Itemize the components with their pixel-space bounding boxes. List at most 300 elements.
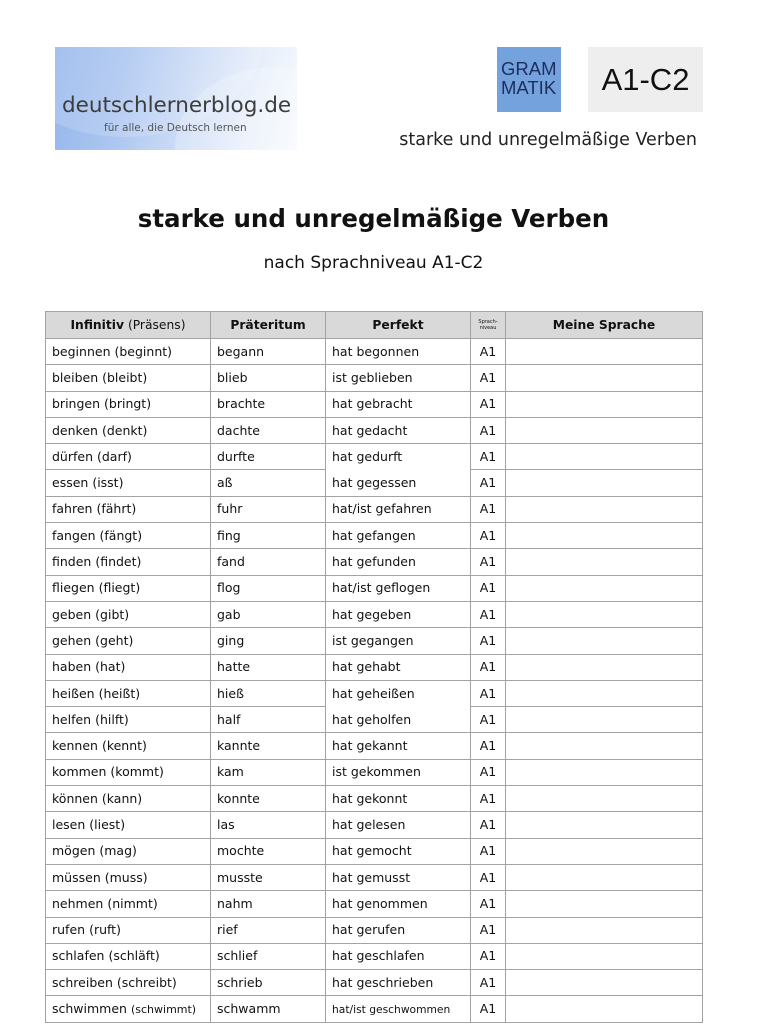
perfekt-text: hat gebracht [332,396,413,412]
praesens-text: (schläft) [108,948,160,964]
cell-infinitiv [46,549,211,575]
infinitiv-content [52,922,121,937]
cell-meine-sprache [506,654,703,680]
cell-sprachniveau [471,549,506,575]
cell-infinitiv [46,759,211,785]
cell-meine-sprache [506,391,703,417]
cell-infinitiv [46,707,211,733]
table-row [46,470,703,496]
cell-sprachniveau [471,812,506,838]
cell-sprachniveau [471,733,506,759]
cell-sprachniveau [471,628,506,654]
sprachniveau-text: A1 [479,501,497,517]
cell-meine-sprache [506,943,703,969]
grammatik-badge-line: GRAM [501,58,557,79]
cell-perfekt [326,838,471,864]
cell-infinitiv [46,523,211,549]
verb-table [45,311,703,1023]
infinitiv-text: dürfen [52,448,94,464]
cell-perfekt [326,707,471,733]
cell-infinitiv [46,339,211,365]
praeteritum-text: schlief [217,948,258,964]
praeteritum-text: fing [217,527,241,543]
cell-praeteritum [211,759,326,785]
infinitiv-content [52,501,136,516]
cell-meine-sprache [506,417,703,443]
cell-sprachniveau [471,496,506,522]
cell-praeteritum [211,917,326,943]
infinitiv-content [52,396,151,411]
col-perfekt-label: Perfekt [372,317,424,332]
col-meine-sprache-label: Meine Sprache [552,317,656,332]
cell-infinitiv [46,917,211,943]
cell-perfekt [326,601,471,627]
cell-praeteritum [211,549,326,575]
cell-praeteritum [211,733,326,759]
infinitiv-content [52,475,123,490]
cell-infinitiv [46,365,211,391]
sprachniveau-text: A1 [479,659,497,675]
table-row [46,759,703,785]
cell-sprachniveau [471,838,506,864]
cell-infinitiv [46,812,211,838]
praeteritum-text: musste [217,869,263,885]
infinitiv-text: schreiben [52,974,113,990]
infinitiv-content [52,712,129,727]
sprachniveau-text: A1 [479,369,497,385]
page-subtitle: nach Sprachniveau A1-C2 [263,253,484,273]
infinitiv-text: finden [52,554,92,570]
praeteritum-text: las [217,816,235,832]
praeteritum-text: blieb [217,369,248,385]
praesens-text: (denkt) [101,422,148,438]
cell-meine-sprache [506,680,703,706]
sprachniveau-text: A1 [479,606,497,622]
perfekt-text: ist gegangen [332,632,414,648]
perfekt-text: hat geholfen [332,711,412,727]
table-row [46,680,703,706]
praesens-text: (findet) [95,554,142,570]
infinitiv-text: denken [52,422,98,438]
cell-sprachniveau [471,470,506,496]
praeteritum-text: dachte [217,422,260,438]
cell-perfekt [326,812,471,838]
perfekt-text: hat gefangen [332,527,416,543]
cell-praeteritum [211,996,326,1022]
infinitiv-content [52,528,142,543]
table-row [46,444,703,470]
praesens-text: (muss) [104,869,148,885]
col-sprachniveau [471,312,506,339]
perfekt-text: hat gemusst [332,869,411,885]
cell-infinitiv [46,601,211,627]
cell-sprachniveau [471,444,506,470]
table-row [46,417,703,443]
infinitiv-text: lesen [52,816,86,832]
cell-infinitiv [46,470,211,496]
cell-perfekt [326,365,471,391]
cell-sprachniveau [471,707,506,733]
col-meine-sprache [506,312,703,339]
praeteritum-text: rief [217,922,238,938]
infinitiv-content [52,1001,196,1016]
cell-meine-sprache [506,786,703,812]
praeteritum-text: mochte [217,843,265,859]
cell-meine-sprache [506,628,703,654]
cell-perfekt [326,970,471,996]
perfekt-text: hat gefunden [332,554,416,570]
cell-perfekt [326,917,471,943]
sprachniveau-text: A1 [479,527,497,543]
infinitiv-text: kennen [52,738,98,754]
praesens-text: (heißt) [98,685,141,701]
sprachniveau-text: A1 [479,343,497,359]
perfekt-text: hat gelesen [332,816,406,832]
praesens-text: (nimmt) [107,895,158,911]
cell-perfekt [326,786,471,812]
col-infinitiv-note: (Präsens) [127,317,186,332]
cell-praeteritum [211,786,326,812]
perfekt-text: ist gekommen [332,764,421,780]
sprachniveau-text: A1 [479,475,497,491]
cell-infinitiv [46,733,211,759]
cell-perfekt [326,444,471,470]
praesens-text: (kann) [101,790,143,806]
cell-meine-sprache [506,917,703,943]
cell-infinitiv [46,680,211,706]
perfekt-text: hat geheißen [332,685,415,701]
table-row [46,391,703,417]
col-infinitiv-label: Infinitiv [70,317,125,332]
infinitiv-text: müssen [52,869,101,885]
cell-praeteritum [211,654,326,680]
table-row [46,549,703,575]
infinitiv-text: mögen [52,843,96,859]
sprachniveau-text: A1 [479,790,497,806]
table-row [46,917,703,943]
praeteritum-text: half [217,711,241,727]
sprachniveau-text: A1 [479,422,497,438]
perfekt-text: hat gedacht [332,422,408,438]
perfekt-text: hat/ist gefahren [332,501,432,517]
cell-sprachniveau [471,417,506,443]
infinitiv-content [52,843,137,858]
logo-tagline: für alle, die Deutsch lernen [104,122,247,134]
cell-perfekt [326,759,471,785]
perfekt-text: hat begonnen [332,343,420,359]
sprachniveau-text: A1 [479,632,497,648]
praeteritum-text: schwamm [217,1001,281,1017]
cell-infinitiv [46,838,211,864]
sprachniveau-text: A1 [479,843,497,859]
cell-infinitiv [46,391,211,417]
cell-praeteritum [211,864,326,890]
cell-meine-sprache [506,970,703,996]
table-row [46,970,703,996]
perfekt-text: hat genommen [332,895,428,911]
praesens-text: (bleibt) [102,369,148,385]
infinitiv-content [52,580,140,595]
cell-sprachniveau [471,339,506,365]
sprachniveau-text: A1 [479,711,497,727]
infinitiv-content [52,659,125,674]
cell-meine-sprache [506,444,703,470]
praesens-text: (geht) [95,632,134,648]
verb-table-header [46,312,703,339]
praeteritum-text: hatte [217,659,251,675]
praesens-text: (fängt) [99,527,143,543]
praeteritum-text: kam [217,764,244,780]
cell-infinitiv [46,417,211,443]
praesens-text: (schreibt) [116,974,177,990]
perfekt-text: hat gegeben [332,606,412,622]
cell-praeteritum [211,496,326,522]
table-row [46,601,703,627]
table-row [46,339,703,365]
cell-praeteritum [211,707,326,733]
sprachniveau-text: A1 [479,948,497,964]
praeteritum-text: begann [217,343,265,359]
infinitiv-content [52,764,164,779]
infinitiv-text: nehmen [52,895,104,911]
table-row [46,365,703,391]
cell-sprachniveau [471,891,506,917]
col-praeteritum-label: Präteritum [230,317,306,332]
infinitiv-text: haben [52,659,92,675]
cell-perfekt [326,996,471,1022]
infinitiv-text: helfen [52,711,92,727]
perfekt-text: hat geschlafen [332,948,425,964]
sprachniveau-text: A1 [479,580,497,596]
cell-infinitiv [46,864,211,890]
sprachniveau-text: A1 [479,554,497,570]
praesens-text: (mag) [99,843,137,859]
cell-meine-sprache [506,891,703,917]
infinitiv-content [52,607,129,622]
cell-meine-sprache [506,575,703,601]
praesens-text: (hilft) [95,711,129,727]
table-row [46,628,703,654]
cell-meine-sprache [506,549,703,575]
infinitiv-content [52,817,125,832]
praesens-text: (kennt) [101,738,147,754]
cell-sprachniveau [471,575,506,601]
perfekt-text: hat gedurft [332,449,403,465]
praesens-text: (bringt) [104,396,152,412]
cell-perfekt [326,733,471,759]
cell-meine-sprache [506,523,703,549]
infinitiv-text: geben [52,606,92,622]
infinitiv-text: fahren [52,501,93,517]
cell-praeteritum [211,680,326,706]
cell-perfekt [326,496,471,522]
infinitiv-content [52,975,177,990]
infinitiv-content [52,633,133,648]
cell-sprachniveau [471,864,506,890]
infinitiv-text: schwimmen [52,1000,127,1016]
infinitiv-text: fangen [52,527,96,543]
cell-perfekt [326,891,471,917]
col-sprachniveau-line: niveau [479,325,497,331]
header-row [46,312,703,339]
infinitiv-content [52,738,147,753]
praeteritum-text: konnte [217,790,260,806]
cell-praeteritum [211,812,326,838]
praesens-text: (fährt) [96,501,137,517]
cell-perfekt [326,339,471,365]
infinitiv-content [52,948,160,963]
cell-praeteritum [211,943,326,969]
cell-meine-sprache [506,733,703,759]
praesens-text: (ruft) [89,922,121,938]
sprachniveau-text: A1 [479,922,497,938]
cell-praeteritum [211,365,326,391]
cell-sprachniveau [471,391,506,417]
perfekt-text: hat gehabt [332,659,401,675]
cell-sprachniveau [471,996,506,1022]
infinitiv-content [52,686,140,701]
praesens-text: (kommt) [110,764,164,780]
site-logo [55,47,297,150]
sprachniveau-text: A1 [479,764,497,780]
perfekt-text: hat gekonnt [332,790,408,806]
praesens-text: (fliegt) [98,580,141,596]
infinitiv-text: fliegen [52,580,95,596]
sprachniveau-text: A1 [479,869,497,885]
cell-infinitiv [46,575,211,601]
praesens-text: (darf) [97,448,132,464]
table-row [46,786,703,812]
cell-sprachniveau [471,917,506,943]
table-row [46,733,703,759]
cell-meine-sprache [506,864,703,890]
perfekt-text: hat gegessen [332,474,417,490]
sprachniveau-text: A1 [479,895,497,911]
header-label: starke und unregelmäßige Verben [399,130,697,150]
table-row [46,496,703,522]
praesens-text: (schwimmt) [130,1002,197,1016]
praesens-text: (liest) [89,816,126,832]
table-row [46,891,703,917]
table-row [46,654,703,680]
page-title: starke und unregelmäßige Verben [137,204,610,233]
table-row [46,943,703,969]
cell-praeteritum [211,838,326,864]
table-row [46,707,703,733]
cell-meine-sprache [506,365,703,391]
cell-meine-sprache [506,496,703,522]
sprachniveau-text: A1 [479,974,497,990]
cell-infinitiv [46,891,211,917]
sprachniveau-text: A1 [479,448,497,464]
infinitiv-text: rufen [52,922,86,938]
perfekt-text: hat gekannt [332,738,408,754]
cell-infinitiv [46,444,211,470]
cell-praeteritum [211,339,326,365]
grammatik-badge [497,47,561,112]
infinitiv-text: beginnen [52,343,111,359]
cell-perfekt [326,523,471,549]
cell-meine-sprache [506,601,703,627]
cell-meine-sprache [506,812,703,838]
infinitiv-content [52,344,172,359]
sprachniveau-text: A1 [479,396,497,412]
cell-sprachniveau [471,786,506,812]
level-badge: A1-C2 [588,47,703,112]
cell-meine-sprache [506,339,703,365]
cell-praeteritum [211,575,326,601]
cell-sprachniveau [471,654,506,680]
infinitiv-text: bringen [52,396,101,412]
cell-perfekt [326,680,471,706]
cell-perfekt [326,470,471,496]
infinitiv-text: heißen [52,685,95,701]
praeteritum-text: gab [217,606,241,622]
praeteritum-text: fuhr [217,501,243,517]
cell-infinitiv [46,786,211,812]
sprachniveau-text: A1 [479,685,497,701]
praeteritum-text: durfte [217,448,255,464]
cell-praeteritum [211,444,326,470]
table-row [46,575,703,601]
cell-praeteritum [211,970,326,996]
grammatik-badge-line: MATIK [501,77,557,98]
cell-infinitiv [46,628,211,654]
praeteritum-text: brachte [217,396,266,412]
cell-sprachniveau [471,601,506,627]
infinitiv-text: bleiben [52,369,99,385]
perfekt-text: hat/ist geschwommen [332,1002,451,1016]
praesens-text: (isst) [92,475,124,491]
table-row [46,996,703,1022]
sprachniveau-text: A1 [479,816,497,832]
cell-sprachniveau [471,680,506,706]
cell-sprachniveau [471,523,506,549]
cell-perfekt [326,943,471,969]
logo-name: deutschlernerblog.de [62,93,292,118]
cell-sprachniveau [471,943,506,969]
cell-praeteritum [211,417,326,443]
praeteritum-text: ging [217,632,245,648]
infinitiv-content [52,554,141,569]
sprachniveau-text: A1 [479,738,497,754]
col-praeteritum [211,312,326,339]
cell-perfekt [326,864,471,890]
cell-praeteritum [211,391,326,417]
table-row [46,864,703,890]
infinitiv-content [52,370,147,385]
infinitiv-text: kommen [52,764,107,780]
table-row [46,838,703,864]
praeteritum-text: schrieb [217,974,263,990]
infinitiv-text: können [52,790,98,806]
cell-perfekt [326,391,471,417]
sprachniveau-text: A1 [479,1001,497,1017]
perfekt-text: hat geschrieben [332,974,434,990]
cell-meine-sprache [506,470,703,496]
perfekt-text: hat gerufen [332,922,406,938]
infinitiv-content [52,870,148,885]
cell-praeteritum [211,470,326,496]
cell-praeteritum [211,523,326,549]
infinitiv-content [52,791,142,806]
praeteritum-text: kannte [217,738,261,754]
infinitiv-text: schlafen [52,948,105,964]
cell-praeteritum [211,891,326,917]
infinitiv-content [52,896,158,911]
praesens-text: (hat) [95,659,126,675]
cell-sprachniveau [471,759,506,785]
